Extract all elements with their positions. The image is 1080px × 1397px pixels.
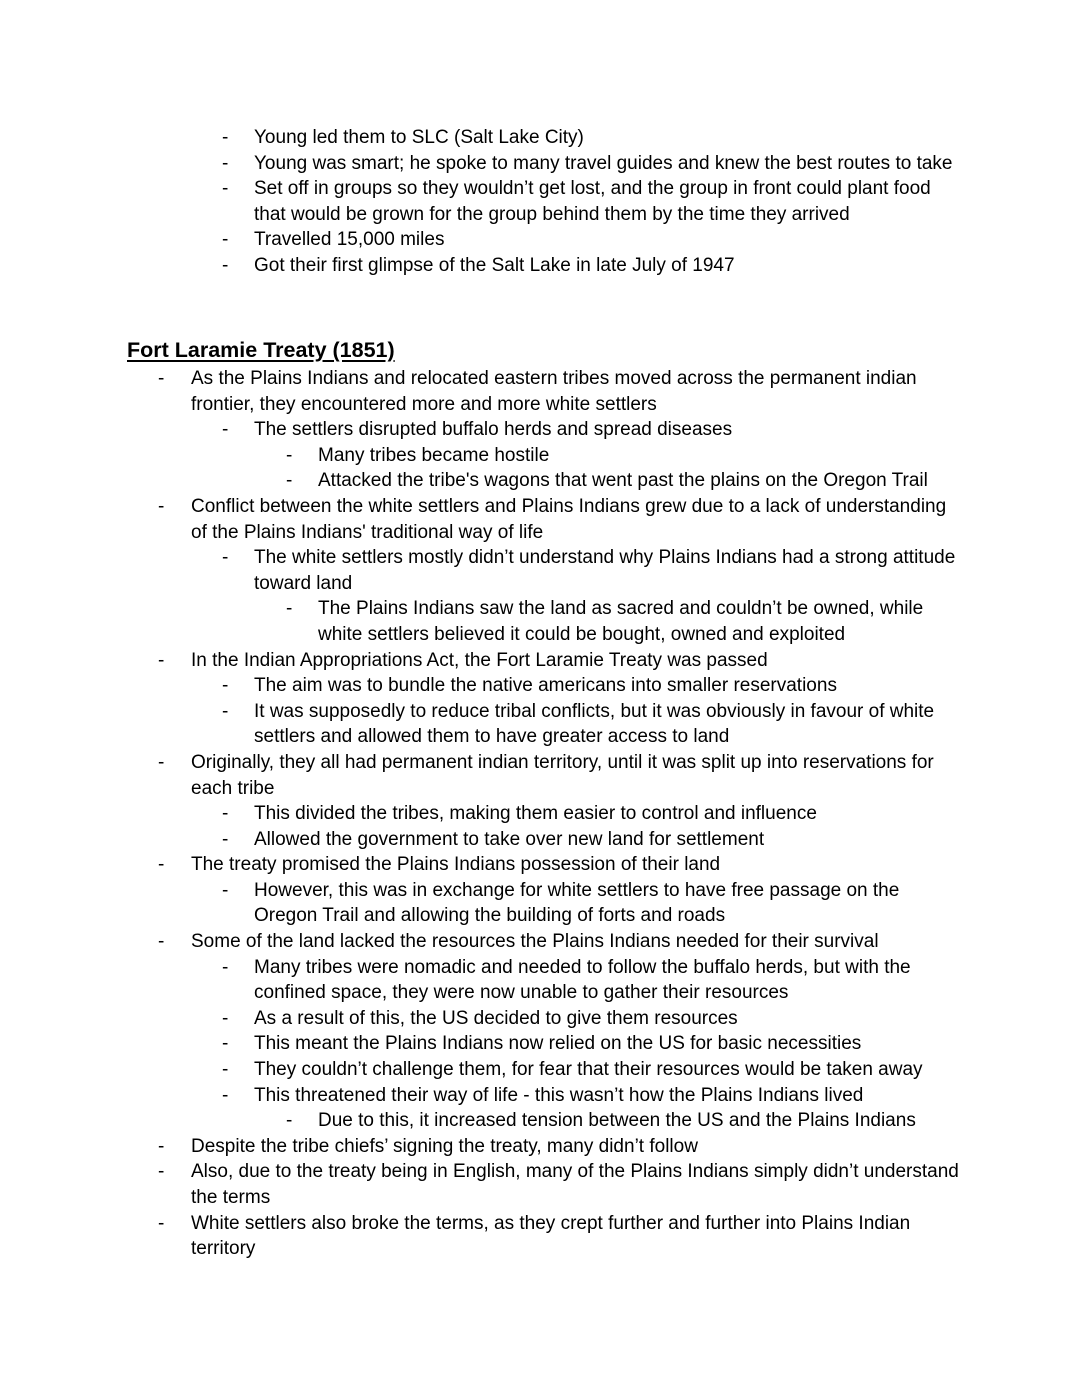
bullet-text: Many tribes became hostile [318,444,550,466]
bullet-text: Some of the land lacked the resources the Plains Indians needed for their survival [191,931,879,953]
dash-bullet-icon: - [222,127,229,148]
dash-bullet-icon: - [222,1059,229,1081]
dash-bullet-icon: - [158,368,165,389]
bullet-item-level-2 [0,801,1080,827]
bullet-text: As the Plains Indians and relocated eastern tribes moved across the permanent indian frontier, they encountered more and more white settlers [191,368,917,415]
bullet-text: Got their first glimpse of the Salt Lake in late July of 1947 [254,254,735,276]
bullet-text: This meant the Plains Indians now relied on the US for basic necessities [254,1033,862,1055]
dash-bullet-icon: - [286,1110,293,1132]
bullet-text: It was supposedly to reduce tribal conflicts, but it was obviously in favour of white settlers and allowed them to have greater access to land [254,700,935,748]
bullet-item-level-1 [0,366,1080,417]
dash-bullet-icon: - [158,1135,165,1157]
bullet-text: Allowed the government to take over new land for settlement [254,828,765,850]
bullet-item-level-3 [0,1108,1080,1134]
bullet-item-level-2 [0,545,1080,596]
bullet-text: They couldn’t challenge them, for fear that their resources would be taken away [254,1059,923,1081]
bullet-item-level-2 [0,1083,1080,1109]
dash-bullet-icon: - [158,649,165,671]
dash-bullet-icon: - [222,419,229,441]
bullet-item-level-2 [0,878,1080,929]
bullet-text: This threatened their way of life - this wasn’t how the Plains Indians lived [254,1084,864,1106]
bullet-item-level-2 [0,253,1080,279]
bullet-item-level-2 [0,673,1080,699]
dash-bullet-icon: - [222,675,229,697]
bullet-text: Also, due to the treaty being in English, many of the Plains Indians simply didn’t understand the terms [191,1161,959,1208]
bullet-text: Set off in groups so they wouldn’t get lost, and the group in front could plant food that would be grown for the group behind them by the time they arrived [254,178,931,225]
bullet-item-level-1 [0,929,1080,955]
dash-bullet-icon: - [286,444,293,466]
bullet-item-level-2 [0,151,1080,177]
bullet-item-level-3 [0,596,1080,647]
bullet-text: The white settlers mostly didn’t understand why Plains Indians had a strong attitude toward land [254,547,956,594]
dash-bullet-icon: - [222,547,229,569]
bullet-text: Originally, they all had permanent indian territory, until it was split up into reservations for each tribe [191,751,934,799]
dash-bullet-icon: - [222,1007,229,1029]
bullet-text: Conflict between the white settlers and Plains Indians grew due to a lack of understanding of the Plains Indians' traditional way of life [191,495,947,543]
bullet-text: Due to this, it increased tension between the US and the Plains Indians [318,1110,916,1132]
dash-bullet-icon: - [222,879,229,901]
dash-bullet-icon: - [158,931,165,953]
dash-bullet-icon: - [222,1033,229,1055]
bullet-text: Many tribes were nomadic and needed to follow the buffalo herds, but with the confined space, they were now unable to gather their resources [254,956,911,1004]
dash-bullet-icon: - [222,254,229,276]
bullet-item-level-2 [0,827,1080,853]
bullet-text: The settlers disrupted buffalo herds and spread diseases [254,419,733,441]
bullet-text: The aim was to bundle the native americans into smaller reservations [254,675,837,697]
bullet-text: Attacked the tribe's wagons that went past the plains on the Oregon Trail [318,470,928,492]
dash-bullet-icon: - [158,495,165,517]
dash-bullet-icon: - [222,828,229,850]
bullet-item-level-3 [0,443,1080,469]
bullet-text: Young led them to SLC (Salt Lake City) [254,127,584,148]
bullet-text: White settlers also broke the terms, as they crept further and further into Plains Indian territory [191,1212,911,1260]
dash-bullet-icon: - [222,803,229,825]
bullet-item-level-1 [0,750,1080,801]
bullet-item-level-2 [0,1031,1080,1057]
dash-bullet-icon: - [222,152,229,174]
bullet-item-level-2 [0,125,1080,151]
dash-bullet-icon: - [286,470,293,492]
bullet-text: As a result of this, the US decided to give them resources [254,1007,738,1029]
dash-bullet-icon: - [158,1212,165,1234]
bullet-item-level-2 [0,1057,1080,1083]
dash-bullet-icon: - [286,598,293,620]
bullet-text: Young was smart; he spoke to many travel guides and knew the best routes to take [254,152,953,174]
bullet-item-level-1 [0,648,1080,674]
bullet-item-level-2 [0,227,1080,253]
bullet-text: The Plains Indians saw the land as sacred and couldn’t be owned, while white settlers believed it could be bought, owned and exploited [318,598,924,645]
bullet-item-level-2 [0,417,1080,443]
intro-bullet-list [0,125,1080,279]
dash-bullet-icon: - [158,751,165,773]
bullet-item-level-2 [0,699,1080,750]
bullet-item-level-1 [0,852,1080,878]
dash-bullet-icon: - [222,229,229,251]
bullet-item-level-1 [0,1159,1080,1210]
section-bullet-list [0,366,1080,1262]
dash-bullet-icon: - [222,1084,229,1106]
bullet-item-level-2 [0,1006,1080,1032]
bullet-item-level-3 [0,468,1080,494]
bullet-item-level-1 [0,1134,1080,1160]
bullet-text: The treaty promised the Plains Indians possession of their land [191,854,721,876]
bullet-text: However, this was in exchange for white settlers to have free passage on the Oregon Trail and allowing the building of forts and roads [254,879,900,927]
dash-bullet-icon: - [158,1161,165,1183]
section-heading: Fort Laramie Treaty (1851) [127,338,395,362]
bullet-text: Travelled 15,000 miles [254,229,445,251]
bullet-item-level-1 [0,1211,1080,1262]
bullet-item-level-2 [0,176,1080,227]
dash-bullet-icon: - [222,956,229,978]
bullet-item-level-1 [0,494,1080,545]
bullet-text: In the Indian Appropriations Act, the Fort Laramie Treaty was passed [191,649,768,671]
bullet-item-level-2 [0,955,1080,1006]
bullet-text: This divided the tribes, making them easier to control and influence [254,803,817,825]
dash-bullet-icon: - [158,854,165,876]
dash-bullet-icon: - [222,700,229,722]
bullet-text: Despite the tribe chiefs’ signing the treaty, many didn’t follow [191,1135,698,1157]
dash-bullet-icon: - [222,178,229,200]
